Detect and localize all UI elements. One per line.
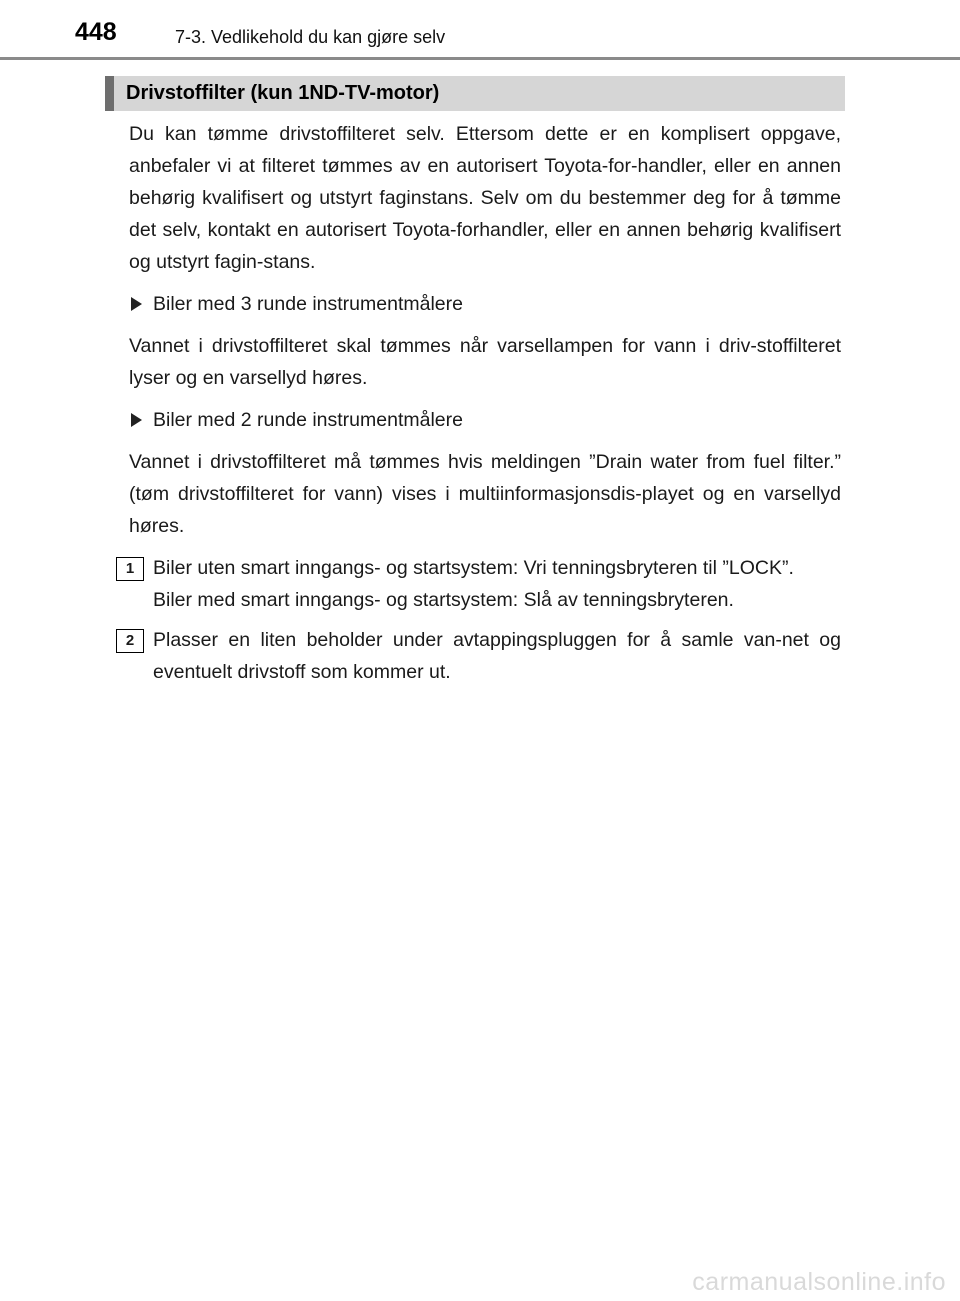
bullet-label: Biler med 2 runde instrumentmålere xyxy=(153,409,463,431)
main-content xyxy=(125,118,841,696)
step-2-text: Plasser en liten beholder under avtappingspluggen for å samle van-net og eventuelt drivstoff som kommer ut. xyxy=(153,629,841,683)
header-divider xyxy=(0,57,960,60)
triangle-bullet-icon xyxy=(131,413,142,427)
page-number: 448 xyxy=(75,18,117,46)
step-1-line-1: Biler uten smart inngangs- og startsystem: Vri tenningsbryteren til ”LOCK”. xyxy=(153,557,794,579)
section-title: Drivstoffilter (kun 1ND-TV-motor) xyxy=(126,82,440,104)
section-label: 7-3. Vedlikehold du kan gjøre selv xyxy=(175,27,446,47)
bullet-heading-3-gauges xyxy=(129,288,841,320)
triangle-bullet-icon xyxy=(131,297,142,311)
section-title-bar xyxy=(105,76,845,111)
step-number-badge: 1 xyxy=(116,557,144,581)
bullet-label: Biler med 3 runde instrumentmålere xyxy=(153,293,463,315)
title-accent-bar xyxy=(105,76,114,111)
bullet-paragraph-3-gauges: Vannet i drivstoffilteret skal tømmes når varsellampen for vann i driv-stoffilteret lyser og en varsellyd høres. xyxy=(129,335,841,389)
step-1 xyxy=(125,552,841,616)
bullet-heading-2-gauges xyxy=(129,404,841,436)
intro-paragraph: Du kan tømme drivstoffilteret selv. Ettersom dette er en komplisert oppgave, anbefaler vi at filteret tømmes av en autorisert Toyota-for-handler, eller en annen behørig kvalifisert og utstyrt faginstans. Selv om du bestemmer deg for å tømme det selv, kontakt en autorisert Toyota-forhandler, eller en annen behørig kvalifisert og utstyrt fagin-stans. xyxy=(129,123,841,273)
step-2 xyxy=(125,624,841,688)
step-number-badge: 2 xyxy=(116,629,144,653)
page-header xyxy=(0,0,960,70)
watermark: carmanualsonline.info xyxy=(692,1268,946,1296)
step-1-line-2: Biler med smart inngangs- og startsystem: Slå av tenningsbryteren. xyxy=(153,589,734,611)
bullet-paragraph-2-gauges: Vannet i drivstoffilteret må tømmes hvis meldingen ”Drain water from fuel filter.” (tøm drivstoffilteret for vann) vises i multiinformasjonsdis-playet og en varsellyd høres. xyxy=(129,451,841,537)
